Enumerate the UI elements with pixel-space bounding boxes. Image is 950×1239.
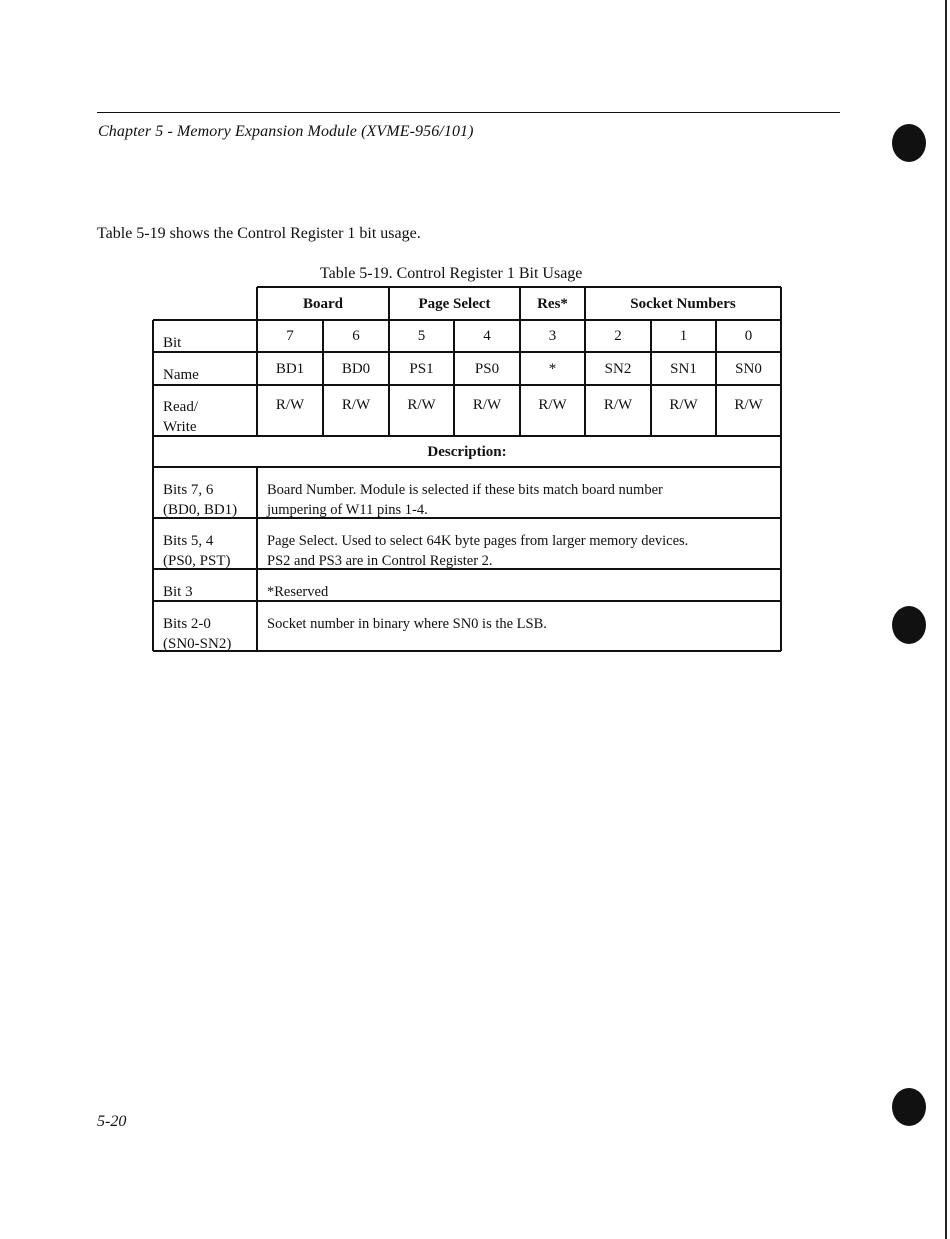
text-line: PS2 and PS3 are in Control Register 2. xyxy=(267,553,493,569)
name-cell: BD0 xyxy=(341,360,371,377)
group-board: Board xyxy=(302,295,343,312)
group-page-select: Page Select xyxy=(418,295,491,312)
description-row-label xyxy=(153,477,257,520)
description-row-text xyxy=(257,579,781,602)
label-line: (BD0, BD1) xyxy=(163,502,238,518)
bit-cell: 4 xyxy=(483,328,491,344)
group-reserved: Res* xyxy=(537,295,568,312)
text-line: Socket number in binary where SN0 is the LSB. xyxy=(267,616,547,632)
label-line: (SN0-SN2) xyxy=(163,636,232,652)
text-line: Page Select. Used to select 64K byte pages from larger memory devices. xyxy=(267,533,689,549)
description-row-text xyxy=(257,477,781,520)
name-cell: * xyxy=(548,360,557,377)
name-cell: SN1 xyxy=(670,360,697,377)
rw-cell: R/W xyxy=(669,396,698,413)
row-label-read: Read/ xyxy=(163,399,198,415)
page-number: 5-20 xyxy=(97,1113,127,1130)
rw-cell: R/W xyxy=(275,396,305,413)
label-line: Bit 3 xyxy=(163,584,193,600)
description-row-text xyxy=(257,528,781,571)
row-label-bit: Bit xyxy=(163,335,182,351)
group-socket-numbers: Socket Numbers xyxy=(630,295,736,312)
label-line: Bits 7, 6 xyxy=(163,482,214,498)
row-label-name: Name xyxy=(163,367,199,383)
rw-cell: R/W xyxy=(538,396,567,413)
row-label-write: Write xyxy=(163,419,197,435)
bit-cell: 7 xyxy=(286,328,294,344)
name-cell: BD1 xyxy=(275,360,305,377)
table-caption: Table 5-19. Control Register 1 Bit Usage xyxy=(320,265,583,282)
rw-cell: R/W xyxy=(603,396,633,413)
name-cell: SN2 xyxy=(604,360,632,377)
label-line: (PS0, PST) xyxy=(163,553,231,569)
intro-paragraph: Table 5-19 shows the Control Register 1 bit usage. xyxy=(97,225,421,242)
bit-cell: 6 xyxy=(352,328,360,344)
text-line: *Reserved xyxy=(267,584,329,600)
description-row-text xyxy=(257,611,781,634)
row-label-read-write xyxy=(153,394,257,437)
label-line: Bits 5, 4 xyxy=(163,533,214,549)
name-cell: PS1 xyxy=(409,360,434,377)
rw-cell: R/W xyxy=(734,396,763,413)
label-line: Bits 2-0 xyxy=(163,616,211,632)
bit-cell: 5 xyxy=(417,328,426,344)
name-cell: SN0 xyxy=(735,360,762,377)
bit-cell: 3 xyxy=(548,328,557,344)
text-line: Board Number. Module is selected if these bits match board number xyxy=(267,482,663,498)
bit-cell: 0 xyxy=(744,328,753,344)
description-row-label xyxy=(153,611,257,654)
rw-cell: R/W xyxy=(341,396,371,413)
bit-cell: 2 xyxy=(614,328,622,344)
rw-cell: R/W xyxy=(407,396,436,413)
description-heading: Description: xyxy=(427,443,507,460)
description-row-label xyxy=(153,579,257,602)
description-row-label xyxy=(153,528,257,571)
name-cell: PS0 xyxy=(474,360,500,377)
text-line: jumpering of W11 pins 1-4. xyxy=(267,502,428,518)
bit-cell: 1 xyxy=(679,328,688,344)
rw-cell: R/W xyxy=(472,396,502,413)
running-head: Chapter 5 - Memory Expansion Module (XVME-956/101) xyxy=(98,123,474,140)
